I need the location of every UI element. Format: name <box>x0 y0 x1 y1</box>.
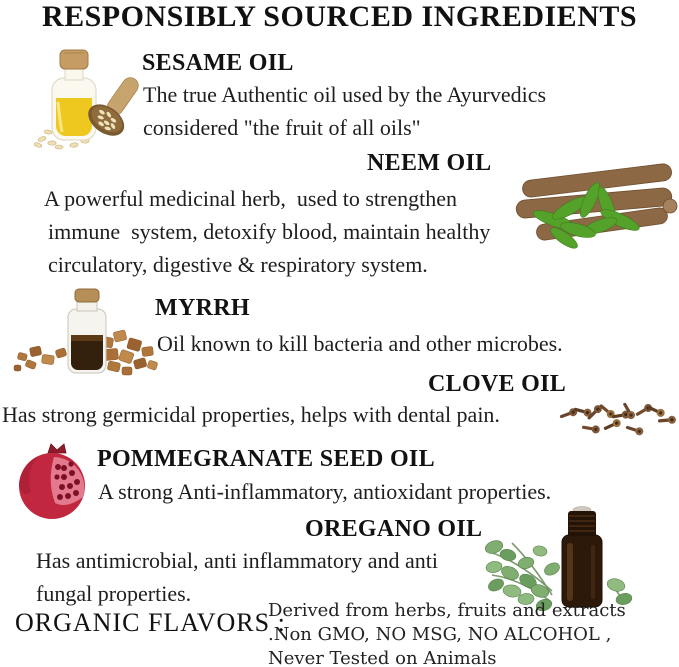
pomegranate-photo <box>14 441 94 521</box>
clove-line-1: Has strong germicidal properties, helps with dental pain. <box>2 402 500 427</box>
pomegranate-fruit-photo <box>14 441 94 521</box>
pomegranate-fruit <box>19 444 85 519</box>
clove-photo <box>554 383 679 445</box>
sesame-heading: SESAME OIL <box>142 50 294 76</box>
oregano-line-2: fungal properties. <box>36 581 192 606</box>
page-title: RESPONSIBLY SOURCED INGREDIENTS <box>41 0 638 33</box>
clove-buds <box>559 401 677 436</box>
neem-description <box>44 182 490 281</box>
pomegranate-heading: POMMEGRANATE SEED OIL <box>97 446 435 472</box>
sesame-line-2: considered "the fruit of all oils" <box>143 115 421 140</box>
oregano-line-1: Has antimicrobial, anti inflammatory and anti <box>36 548 438 573</box>
myrrh-photo <box>12 287 160 382</box>
clove-heading: CLOVE OIL <box>428 371 567 397</box>
organic-line-1: Derived from herbs, fruits and extracts <box>268 600 626 621</box>
neem-line-2: immune system, detoxify blood, maintain healthy <box>48 219 491 244</box>
neem-line-3: circulatory, digestive & respiratory system. <box>48 252 428 277</box>
sesame-photo <box>28 44 140 152</box>
myrrh-bottle-resin-photo <box>12 287 160 382</box>
myrrh-heading: MYRRH <box>155 295 250 321</box>
oregano-heading: OREGANO OIL <box>305 516 483 542</box>
organic-line-2: .Non GMO, NO MSG, NO ALCOHOL , <box>268 624 612 645</box>
organic-flavors-description <box>268 599 626 667</box>
neem-line-1: A powerful medicinal herb, used to strengthen <box>44 186 458 211</box>
neem-sticks-photo <box>512 158 679 268</box>
sesame-oil-bottle-photo <box>28 44 140 152</box>
clove-buds-photo <box>554 383 679 445</box>
organic-line-3: Never Tested on Animals <box>268 648 497 667</box>
sesame-description <box>143 78 546 144</box>
oregano-bottle <box>562 507 602 608</box>
sesame-bottle <box>52 50 96 140</box>
myrrh-line-1: Oil known to kill bacteria and other microbes. <box>157 331 563 356</box>
pomegranate-line-1: A strong Anti-inflammatory, antioxidant properties. <box>98 479 552 504</box>
organic-flavors-label: ORGANIC FLAVORS : <box>15 608 286 637</box>
neem-heading: NEEM OIL <box>367 150 492 176</box>
neem-photo <box>512 158 679 268</box>
sesame-line-1: The true Authentic oil used by the Ayurvedics <box>143 82 547 107</box>
myrrh-bottle <box>68 289 106 373</box>
stick-end-cap <box>663 199 677 213</box>
